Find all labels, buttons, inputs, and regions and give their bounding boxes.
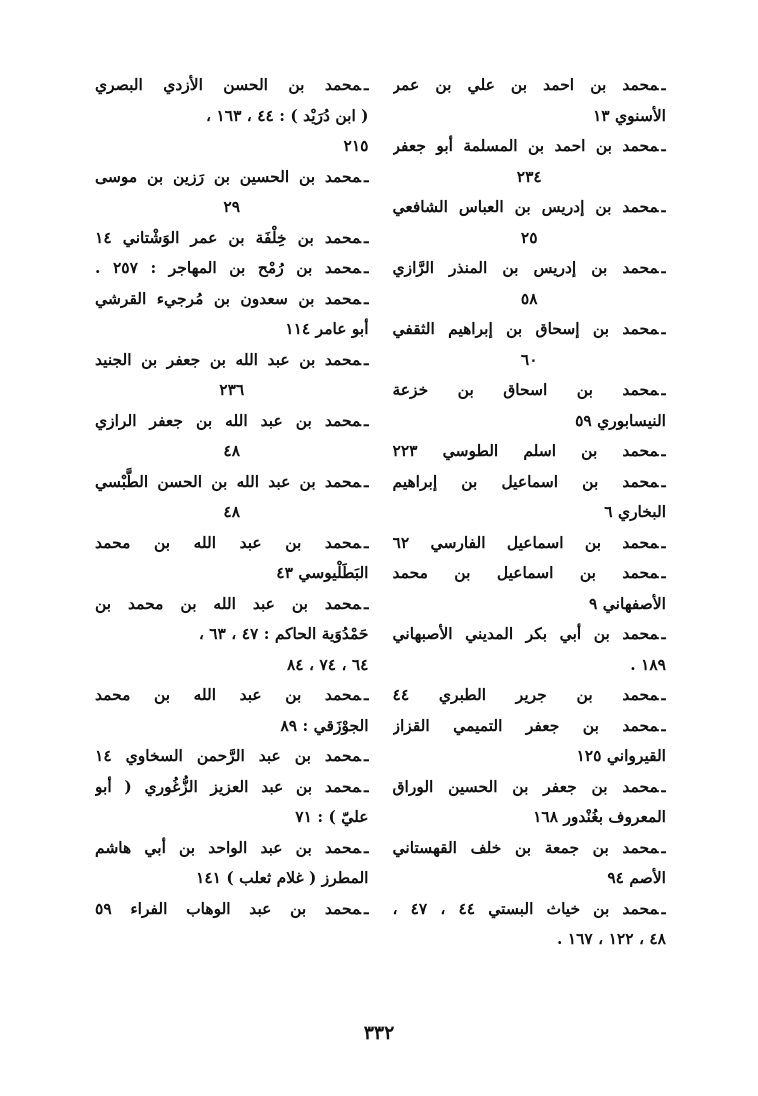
entry-text: محمد بن احمد بن علي بن عمر xyxy=(392,75,659,94)
entry-text: الأصم ٩٤ xyxy=(607,868,666,887)
index-entry xyxy=(95,284,369,315)
index-entry xyxy=(95,467,369,498)
entry-text: ٦٤ ، ٧٤ ، ٨٤ xyxy=(286,654,369,674)
index-entry-continuation xyxy=(393,223,667,254)
entry-text: محمد بن اسلم الطوسي ٢٢٣ xyxy=(392,441,659,460)
index-entry xyxy=(393,253,667,284)
entry-text: ٢٣٦ xyxy=(219,380,245,399)
index-entry xyxy=(95,589,369,620)
entry-text: محمد بن عبد الوهاب الفراء ٥٩ xyxy=(95,898,361,918)
index-entry-continuation xyxy=(95,558,369,589)
entry-dash: ـ xyxy=(661,532,666,552)
entry-text: ٤٨ xyxy=(223,502,241,521)
left-column xyxy=(95,70,369,955)
index-entry xyxy=(95,162,369,193)
entry-text: ٢١٥ xyxy=(343,136,369,155)
index-entry-continuation xyxy=(95,436,369,467)
entry-text: الأصفهاني ٩ xyxy=(589,593,666,613)
entry-text: محمد بن عبد الله بن جعفر الرازي xyxy=(95,410,361,430)
index-entry-continuation xyxy=(393,589,667,620)
index-entry xyxy=(393,894,667,925)
index-entry-continuation xyxy=(95,863,369,894)
entry-text: ٢٣٤ xyxy=(516,166,542,186)
entry-dash: ـ xyxy=(661,471,666,491)
index-entry xyxy=(95,894,369,925)
index-entry xyxy=(393,467,667,498)
entry-dash: ـ xyxy=(661,685,666,704)
entry-dash: ـ xyxy=(661,136,666,155)
entry-dash: ـ xyxy=(661,624,666,643)
index-entry xyxy=(95,345,369,376)
index-entry-continuation xyxy=(95,650,369,681)
index-entry-continuation xyxy=(393,284,667,315)
entry-text: محمد بن احمد بن المسلمة أبو جعفر xyxy=(392,136,659,155)
entry-dash: ـ xyxy=(363,410,369,430)
entry-text: محمد بن جعفر بن الحسين الوراق xyxy=(392,776,659,796)
index-entry xyxy=(95,772,369,803)
entry-dash: ـ xyxy=(661,258,666,277)
index-entry-continuation xyxy=(393,162,667,193)
entry-dash: ـ xyxy=(363,593,369,613)
entry-dash: ـ xyxy=(363,166,369,186)
entry-text: ٦٠ xyxy=(520,349,538,369)
index-entry-continuation xyxy=(95,101,369,132)
index-entry-continuation xyxy=(95,619,369,650)
entry-text: محمد بن رُمْح بن المهاجر : ٢٥٧ . xyxy=(95,258,361,277)
index-entry xyxy=(95,253,369,284)
entry-dash: ـ xyxy=(661,441,666,460)
index-entry xyxy=(95,741,369,772)
entry-dash: ـ xyxy=(363,776,369,796)
index-entry-continuation xyxy=(95,314,369,345)
entry-text: محمد بن الحسين بن رَزين بن موسى xyxy=(95,166,361,186)
index-entry xyxy=(95,223,369,254)
entry-text: المطرز ( غلام ثعلب ) ١٤١ xyxy=(196,868,369,887)
entry-text: محمد بن سعدون بن مُرجيء القرشي xyxy=(95,288,361,308)
index-entry-continuation xyxy=(95,192,369,223)
index-entry xyxy=(95,833,369,864)
entry-dash: ـ xyxy=(363,75,369,94)
entry-text: ٤٨ xyxy=(223,441,241,460)
entry-text: ١٨٩ . xyxy=(630,654,666,674)
index-entry-continuation xyxy=(393,924,667,955)
entry-text: محمد بن عبد الله بن الحسن الطَّبْسي xyxy=(95,471,361,491)
entry-dash: ـ xyxy=(363,258,369,277)
entry-dash: ـ xyxy=(363,837,369,857)
entry-text: الأسنوي ١٣ xyxy=(592,105,666,125)
entry-text: ٥٨ xyxy=(520,288,538,308)
index-entry-continuation xyxy=(393,101,667,132)
entry-text: حَمْدُوَية الحاكم : ٤٧ ، ٦٣ ، xyxy=(198,624,369,643)
entry-text: محمد بن أبي بكر المديني الأصبهاني xyxy=(392,624,659,643)
entry-dash: ـ xyxy=(661,380,666,399)
entry-text: محمد بن جمعة بن خلف القهستاني xyxy=(392,837,659,857)
entry-text: محمد بن عبد الله بن جعفر بن الجنيد xyxy=(95,349,361,369)
entry-text: البخاري ٦ xyxy=(604,502,666,521)
entry-text: محمد بن اسماعيل بن محمد xyxy=(392,563,659,582)
index-entry-continuation xyxy=(393,650,667,681)
entry-dash: ـ xyxy=(363,349,369,369)
entry-text: محمد بن جرير الطبري ٤٤ xyxy=(392,685,659,704)
index-entry-continuation xyxy=(393,802,667,833)
entry-text: القيرواني ١٢٥ xyxy=(576,746,666,765)
entry-text: محمد بن اسماعيل بن إبراهيم xyxy=(392,471,659,491)
index-entry xyxy=(393,436,667,467)
index-entry-continuation xyxy=(393,497,667,528)
entry-dash: ـ xyxy=(661,197,666,216)
entry-dash: ـ xyxy=(661,898,666,918)
index-entry-continuation xyxy=(95,711,369,742)
entry-text: محمد بن إدريس بن المنذر الرَّازي xyxy=(392,258,659,277)
index-entry xyxy=(393,192,667,223)
right-column xyxy=(393,70,667,955)
entry-text: محمد بن عبد الرَّحمن السخاوي ١٤ xyxy=(95,746,361,765)
index-entry xyxy=(393,528,667,559)
entry-text: ٢٥ xyxy=(520,227,538,247)
entry-text: محمد بن خياث البستي ٤٤ ، ٤٧ ، xyxy=(392,898,659,918)
index-entry xyxy=(393,314,667,345)
entry-text: محمد بن إدريس بن العباس الشافعي xyxy=(392,197,659,216)
entry-dash: ـ xyxy=(661,319,666,338)
entry-text: محمد بن عبد العزيز الزُّغُوري ( أبو xyxy=(95,776,361,796)
entry-text: ٢٩ xyxy=(223,197,241,216)
entry-dash: ـ xyxy=(661,75,666,94)
index-entry xyxy=(95,528,369,559)
index-entry xyxy=(95,680,369,711)
entry-dash: ـ xyxy=(661,563,666,582)
index-entry-continuation xyxy=(95,375,369,406)
index-entry xyxy=(393,772,667,803)
entry-text: النيسابوري ٥٩ xyxy=(575,410,666,430)
index-entry-continuation xyxy=(95,497,369,528)
entry-dash: ـ xyxy=(363,288,369,308)
entry-dash: ـ xyxy=(661,715,666,735)
entry-text: المعروف بغُنْدور ١٦٨ xyxy=(533,807,666,826)
index-entry xyxy=(393,711,667,742)
index-entry xyxy=(393,70,667,101)
index-entry xyxy=(393,619,667,650)
page-number: ٣٣٢ xyxy=(363,1022,395,1044)
index-entry-continuation xyxy=(95,131,369,162)
entry-dash: ـ xyxy=(363,227,369,247)
entry-text: ( ابن دُرَيْد ) : ٤٤ ، ١٦٣ ، xyxy=(206,105,369,125)
entry-text: البَطَلْيوسي ٤٣ xyxy=(276,563,369,582)
entry-text: أبو عامر ١١٤ xyxy=(285,319,369,338)
index-entry xyxy=(393,131,667,162)
index-columns xyxy=(95,70,666,955)
entry-text: محمد بن اسماعيل الفارسي ٦٢ xyxy=(392,532,659,552)
index-entry-continuation xyxy=(393,345,667,376)
index-entry-continuation xyxy=(95,802,369,833)
entry-text: محمد بن اسحاق بن خزعة xyxy=(392,380,659,399)
index-entry-continuation xyxy=(393,406,667,437)
entry-text: محمد بن إسحاق بن إبراهيم الثقفي xyxy=(392,319,659,338)
entry-dash: ـ xyxy=(363,746,369,765)
entry-dash: ـ xyxy=(363,532,369,552)
index-entry xyxy=(95,406,369,437)
entry-dash: ـ xyxy=(661,837,666,857)
index-entry-continuation xyxy=(393,741,667,772)
entry-text: محمد بن عبد الله بن محمد xyxy=(95,532,361,552)
entry-text: محمد بن جعفر التميمي القزاز xyxy=(392,715,659,735)
entry-text: محمد بن عبد الواحد بن أبي هاشم xyxy=(95,837,361,857)
index-entry xyxy=(393,833,667,864)
entry-text: محمد بن عبد الله بن محمد بن xyxy=(95,593,361,613)
entry-dash: ـ xyxy=(363,471,369,491)
entry-dash: ـ xyxy=(363,685,369,704)
entry-dash: ـ xyxy=(661,776,666,796)
entry-dash: ـ xyxy=(363,898,369,918)
entry-text: محمد بن الحسن الأزدي البصري xyxy=(95,75,361,94)
entry-text: ٤٨ ، ١٢٢ ، ١٦٧ . xyxy=(556,929,666,948)
entry-text: عليّ ) : ٧١ xyxy=(295,807,369,826)
index-entry xyxy=(393,375,667,406)
index-entry xyxy=(95,70,369,101)
entry-text: الجوْزَقي : ٨٩ xyxy=(280,715,369,735)
entry-text: محمد بن خِلْفَة بن عمر الوَشْتاني ١٤ xyxy=(95,227,361,247)
index-entry xyxy=(393,680,667,711)
entry-text: محمد بن عبد الله بن محمد xyxy=(95,685,361,704)
index-entry-continuation xyxy=(393,863,667,894)
index-entry xyxy=(393,558,667,589)
